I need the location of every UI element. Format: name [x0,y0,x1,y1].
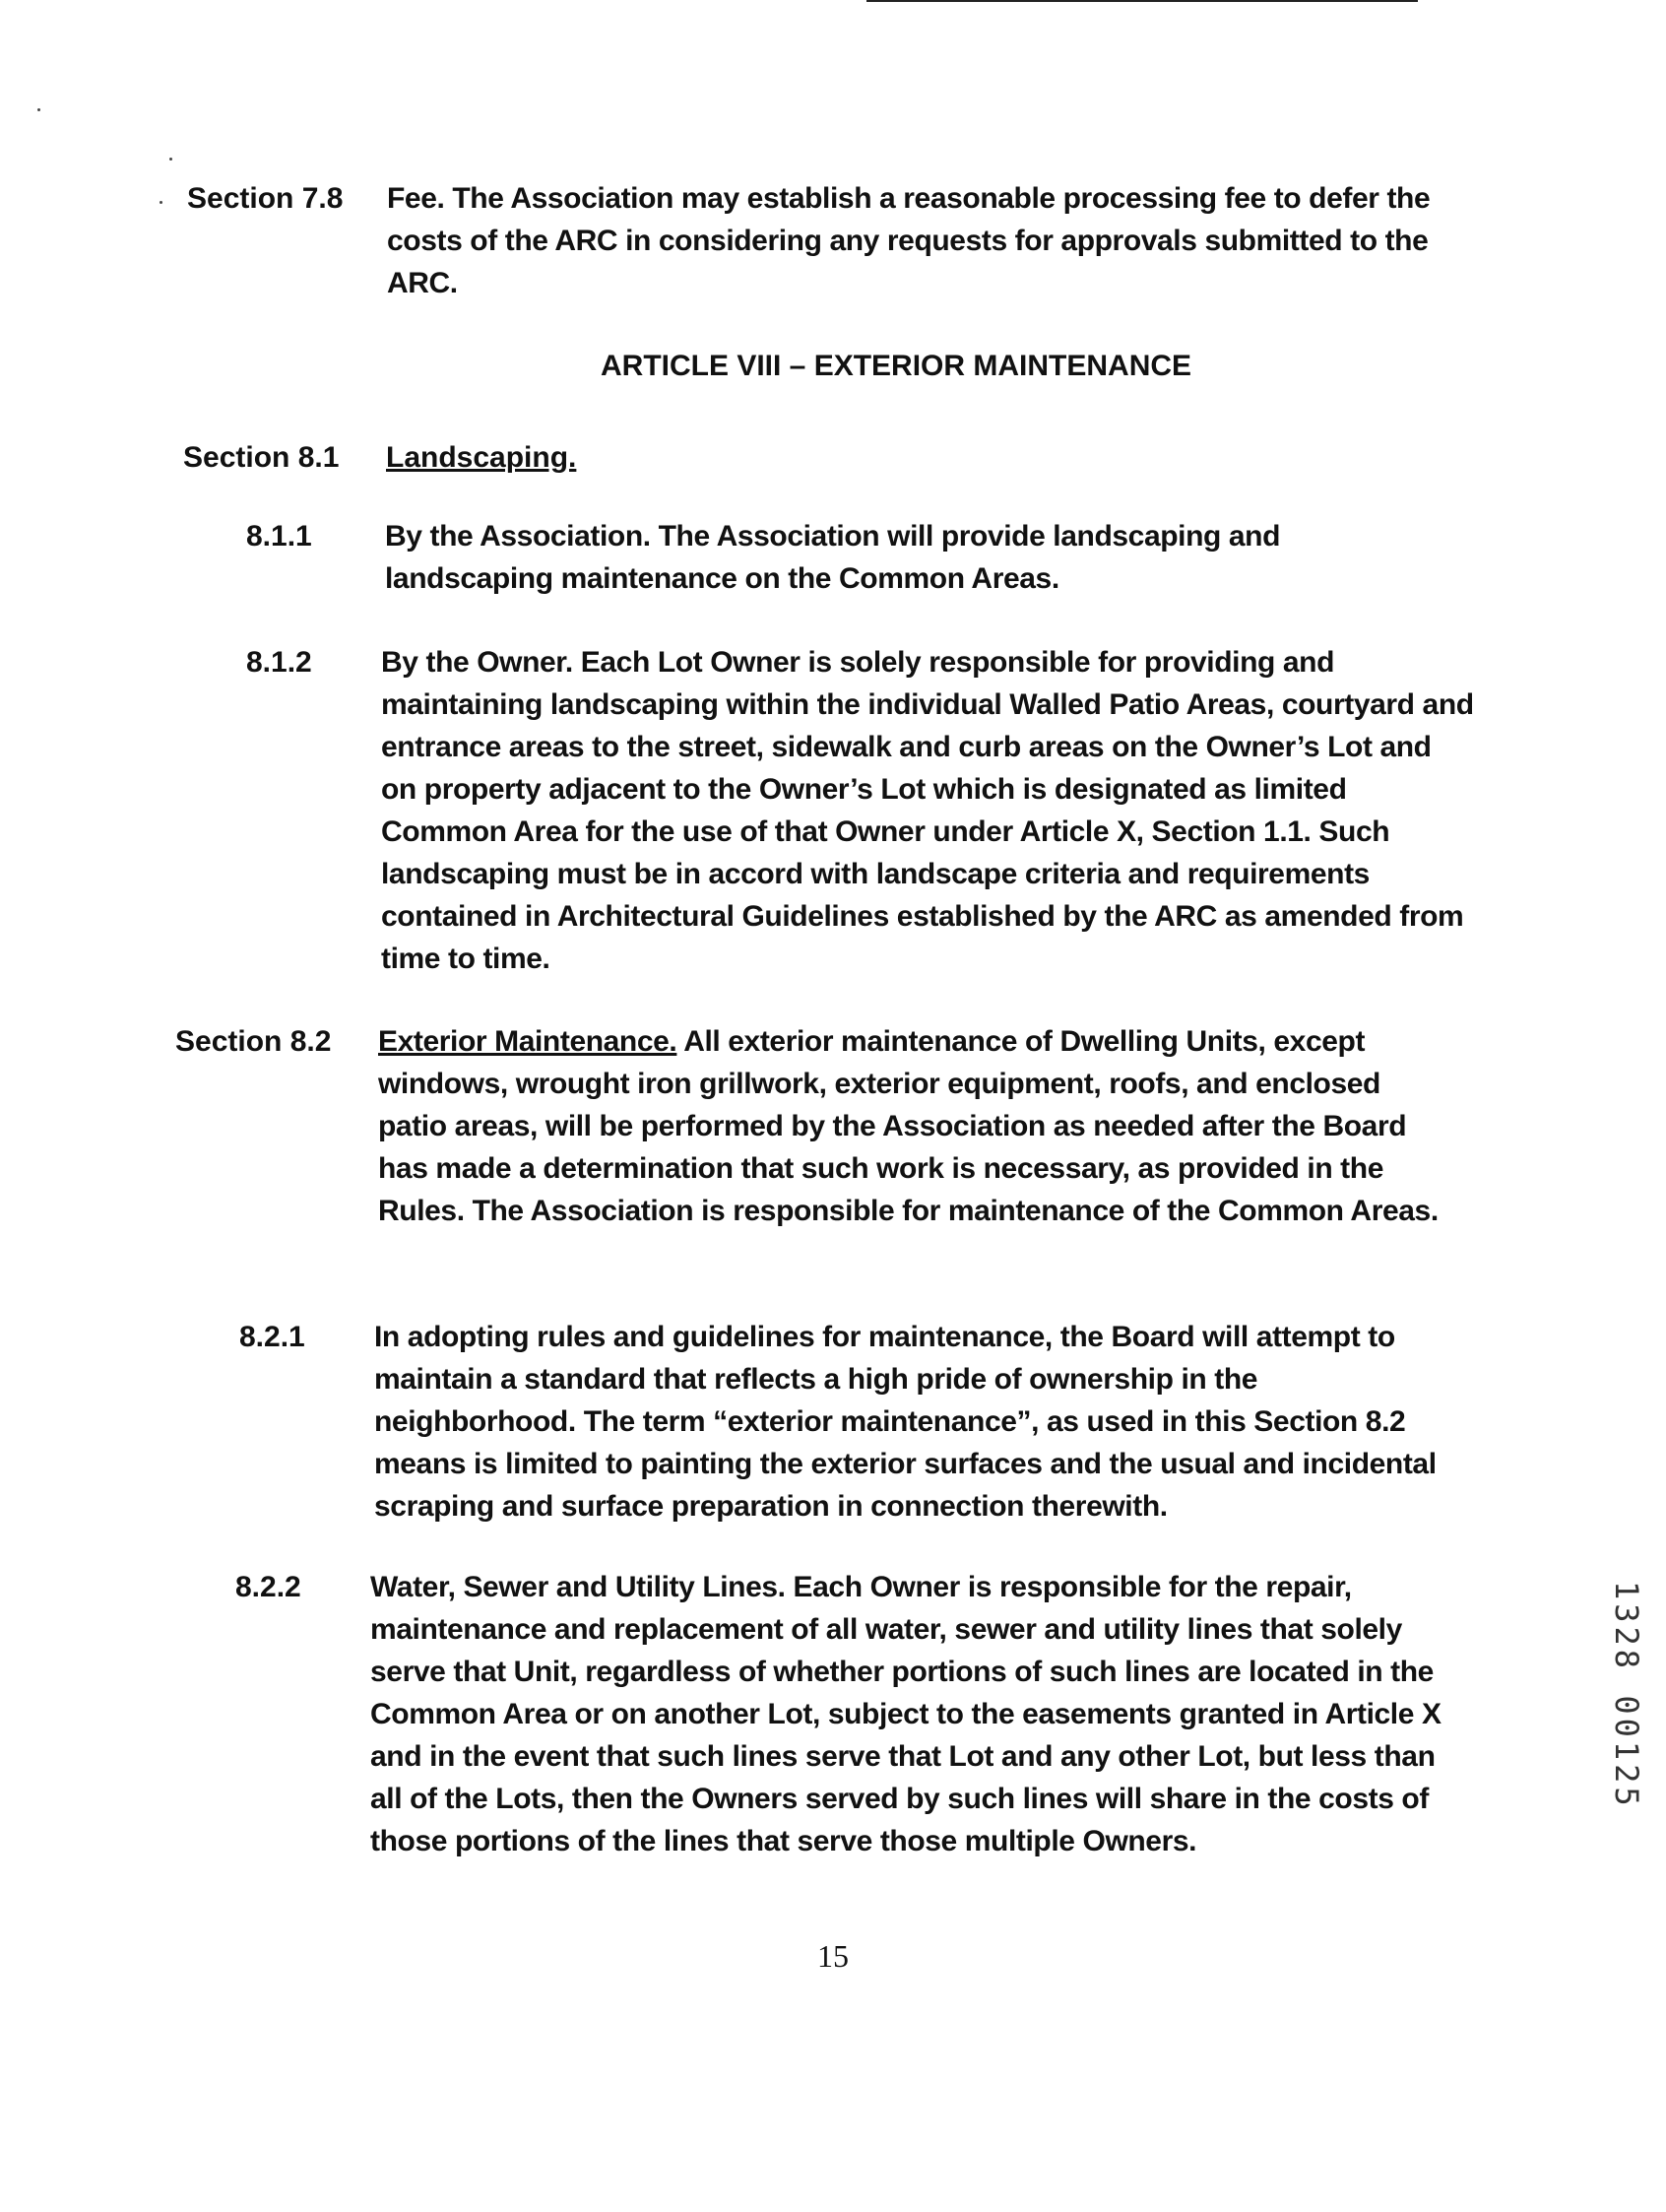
subsection-text: By the Owner. Each Lot Owner is solely responsible for providing and maintaining landscaping within the individual Walled Patio Areas, courtyard and entrance areas to the street, sidewalk and curb areas on the Owner’s Lot and on property adjacent to the Owner’s Lot which is designated as limited Common Area for the use of that Owner under Article X, Section 1.1. Such landscaping must be in accord with landscape criteria and requirements contained in Architectural Guidelines established by the ARC as amended from time to time. [381,646,1474,975]
side-stamp: 1328 00125 [1608,1581,1645,1810]
subsection-text: Water, Sewer and Utility Lines. Each Owner is responsible for the repair, maintenance and replacement of all water, sewer and utility lines that solely serve that Unit, regardless of whether portions of such lines are located in the Common Area or on another Lot, subject to the easements granted in Article X and in the event that such lines serve that Lot and any other Lot, but less than all of the Lots, then the Owners served by such lines will share in the costs of those portions of the lines that serve those multiple Owners. [370,1571,1442,1857]
section-title: Exterior Maintenance. [378,1025,677,1058]
section-body: All exterior maintenance of Dwelling Units, except windows, wrought iron grillwork, exterior equipment, roofs, and enclosed patio areas, will be performed by the Association as needed after the Board has made a determination that such work is necessary, as provided in the Rules. The Association is responsible for maintenance of the Common Areas. [378,1025,1439,1227]
scan-speck [169,158,172,161]
scan-speck [37,108,40,111]
page-number: 15 [817,1938,849,1974]
section-text: Fee. The Association may establish a reasonable processing fee to defer the costs of the ARC in considering any requests for approvals submitted to the ARC. [387,182,1431,299]
section-title: Landscaping. [386,441,577,474]
subsection-text: In adopting rules and guidelines for maintenance, the Board will attempt to maintain a standard that reflects a high pride of ownership in the neighborhood. The term “exterior maintenance”, as used in this Section 8.2 means is limited to painting the exterior surfaces and the usual and incidental scraping and surface preparation in connection therewith. [374,1321,1437,1523]
section-label: Section 8.1 [183,441,340,474]
subsection-text: By the Association. The Association will provide landscaping and landscaping maintenance on the Common Areas. [385,520,1281,595]
section-label: Section 8.2 [175,1025,332,1058]
top-rule [866,0,1418,2]
section-text [378,1020,1451,1232]
subsection-label: 8.1.1 [246,520,312,553]
article-heading: ARTICLE VIII – EXTERIOR MAINTENANCE [601,350,1192,382]
subsection-label: 8.1.2 [246,646,312,679]
subsection-label: 8.2.1 [239,1321,305,1353]
scan-speck [160,201,162,204]
subsection-label: 8.2.2 [235,1571,301,1603]
section-label: Section 7.8 [187,182,344,215]
